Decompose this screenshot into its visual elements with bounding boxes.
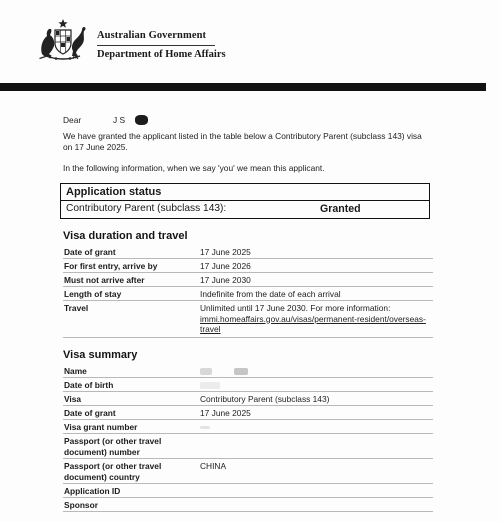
redacted-value xyxy=(200,368,212,375)
status-value: Granted xyxy=(320,203,361,215)
row-value: 17 June 2026 xyxy=(200,261,251,271)
application-status-title: Application status xyxy=(66,186,162,198)
row-label: Length of stay xyxy=(64,289,122,299)
table-row xyxy=(63,379,433,392)
row-label: Date of grant xyxy=(64,408,116,418)
row-label: Sponsor xyxy=(64,500,98,510)
overseas-travel-link[interactable]: immi.homeaffairs.gov.au/visas/permanent-resident/overseas-travel xyxy=(200,313,426,334)
travel-text: Unlimited until 17 June 2030. For more information: xyxy=(200,303,391,313)
recipient-name: J S xyxy=(113,115,126,125)
row-label: Date of birth xyxy=(64,380,114,390)
table-row xyxy=(63,246,433,259)
visa-duration-title: Visa duration and travel xyxy=(63,230,188,242)
row-label: For first entry, arrive by xyxy=(64,261,158,271)
row-value: 17 June 2025 xyxy=(200,247,251,257)
row-value xyxy=(200,380,432,391)
salutation: Dear xyxy=(63,115,82,125)
row-value: CHINA xyxy=(200,461,227,471)
row-value: Contributory Parent (subclass 143) xyxy=(200,394,330,404)
table-row xyxy=(63,421,433,434)
table-row xyxy=(63,260,433,273)
table-row xyxy=(63,288,433,301)
row-label: Name xyxy=(64,366,87,376)
grant-paragraph: We have granted the applicant listed in the table below a Contributory Parent (subclass 143) visa on 17 June 2025. xyxy=(63,131,422,152)
table-row xyxy=(63,460,433,484)
row-value xyxy=(200,422,432,433)
row-value: Indefinite from the date of each arrival xyxy=(200,289,341,299)
department-name: Department of Home Affairs xyxy=(97,49,226,60)
table-row xyxy=(63,485,433,498)
row-label: Visa xyxy=(64,394,82,404)
visa-summary-title: Visa summary xyxy=(63,349,138,361)
redacted-value xyxy=(234,368,248,375)
table-row xyxy=(63,302,433,338)
row-value xyxy=(200,303,432,335)
row-label: Passport (or other travel document) number xyxy=(64,436,162,457)
definition-paragraph: In the following information, when we say 'you' we mean this applicant. xyxy=(63,163,325,173)
application-status-box xyxy=(60,183,430,219)
header-bar xyxy=(0,83,486,91)
row-value xyxy=(200,366,432,377)
row-label: Application ID xyxy=(64,486,121,496)
row-label: Date of grant xyxy=(64,247,116,257)
redacted-value xyxy=(200,426,210,429)
table-row xyxy=(63,365,433,378)
header-divider xyxy=(97,45,215,46)
row-value: 17 June 2030 xyxy=(200,275,251,285)
row-label: Passport (or other travel document) country xyxy=(64,461,162,482)
table-row xyxy=(63,435,433,459)
coat-of-arms-logo xyxy=(36,18,90,60)
redaction-mark xyxy=(135,115,148,125)
table-row xyxy=(63,407,433,420)
row-label: Must not arrive after xyxy=(64,275,145,285)
table-row xyxy=(63,274,433,287)
government-name: Australian Government xyxy=(97,30,207,41)
row-value: 17 June 2025 xyxy=(200,408,251,418)
row-label: Travel xyxy=(64,303,89,313)
table-row xyxy=(63,499,433,512)
table-row xyxy=(63,393,433,406)
redacted-value xyxy=(200,382,220,389)
status-divider xyxy=(61,200,429,201)
status-visa-label: Contributory Parent (subclass 143): xyxy=(66,203,227,214)
row-label: Visa grant number xyxy=(64,422,138,432)
